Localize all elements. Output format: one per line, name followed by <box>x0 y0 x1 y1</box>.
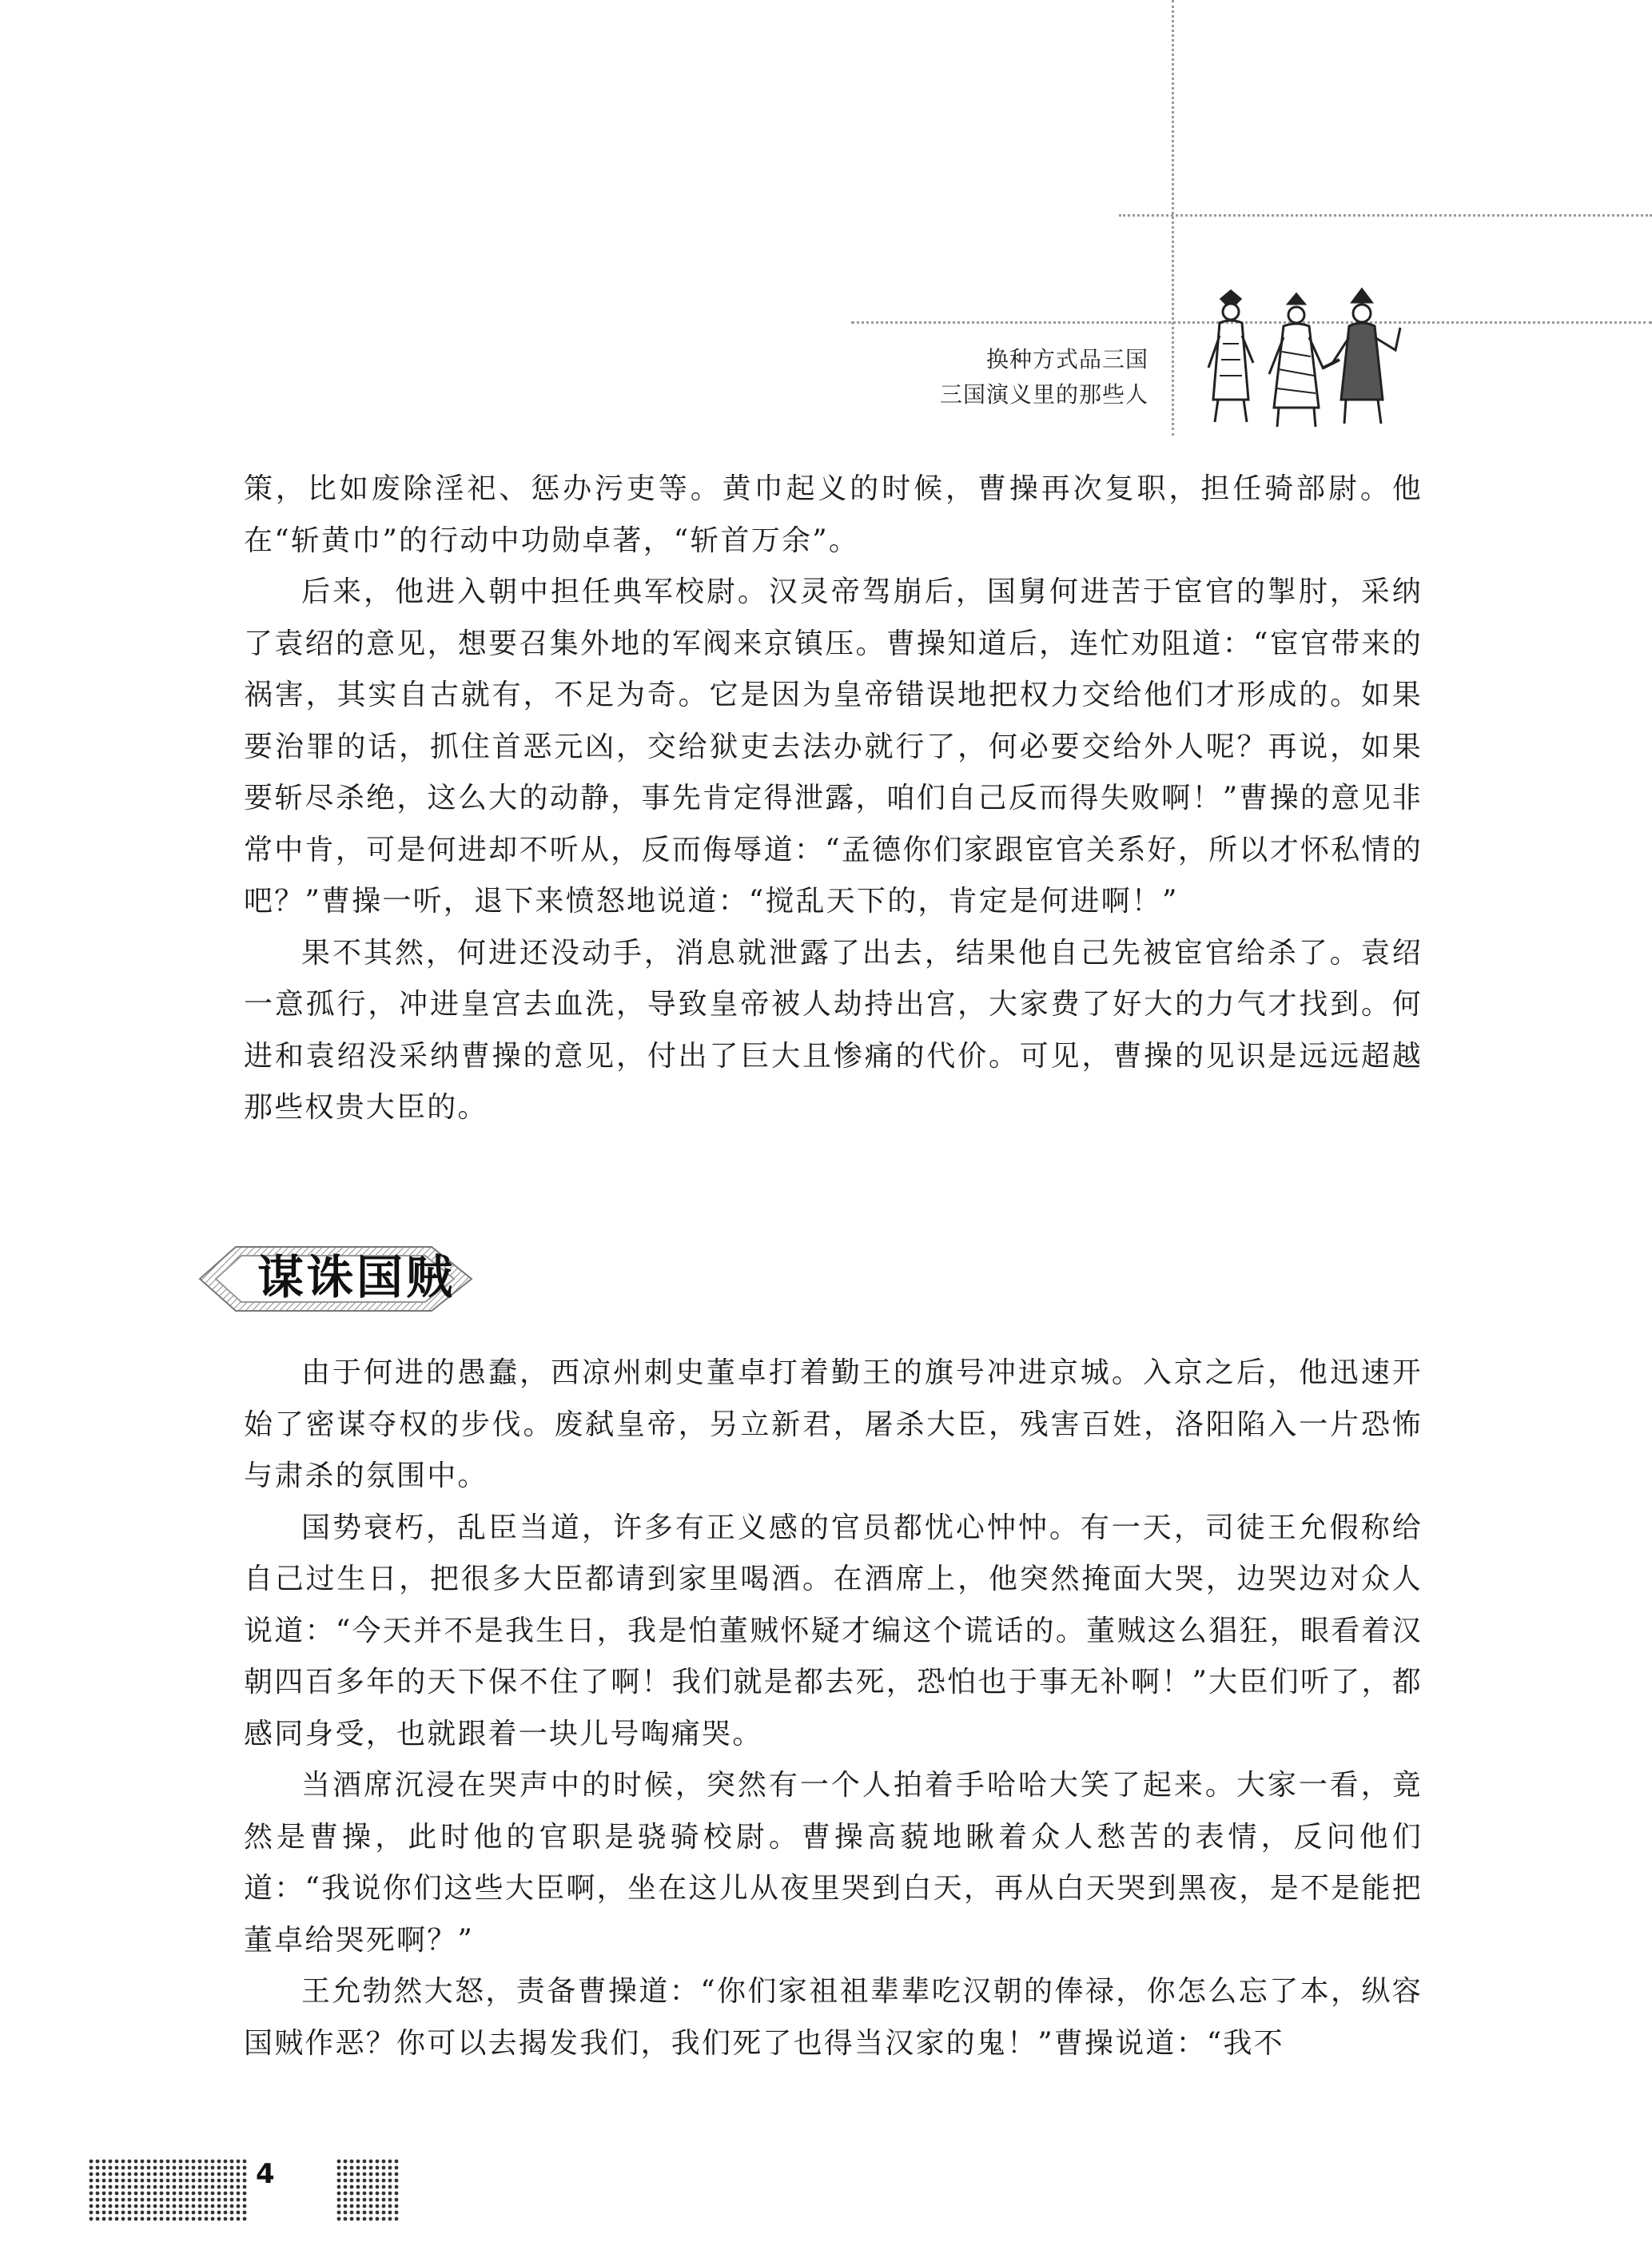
footer-dot-pattern-left <box>88 2158 248 2222</box>
figure-middle-icon <box>1269 294 1324 427</box>
header-vertical-dotted-line <box>1172 0 1174 436</box>
running-header <box>940 342 1148 412</box>
paragraph: 果不其然，何进还没动手，消息就泄露了出去，结果他自己先被宦官给杀了。袁绍一意孤行，冲进皇宫去血洗，导致皇帝被人劫持出宫，大家费了好大的力气才找到。何进和袁绍没采纳曹操的意见，付出了巨大且惨痛的代价。可见，曹操的见识是远远超越那些权贵大臣的。 <box>244 936 1423 1124</box>
section-title: 谋诛国贼 <box>257 1250 456 1304</box>
three-figures-illustration-icon <box>1199 280 1415 432</box>
body-text-lower <box>244 1348 1423 2069</box>
figure-right-icon <box>1324 289 1400 424</box>
paragraph: 当酒席沉浸在哭声中的时候，突然有一个人拍着手哈哈大笑了起来。大家一看，竟然是曹操，此时他的官职是骁骑校尉。曹操高藐地瞅着众人愁苦的表情，反问他们道：“我说你们这些大臣啊，坐在这儿从夜里哭到白天，再从白天哭到黑夜，是不是能把董卓给哭死啊？” <box>244 1769 1423 1957</box>
header-dotted-line-upper <box>1119 214 1652 217</box>
page-number: 4 <box>256 2158 275 2190</box>
header-series-title: 换种方式品三国 <box>985 346 1148 372</box>
paragraph: 由于何进的愚蠢，西凉州刺史董卓打着勤王的旗号冲进京城。入京之后，他迅速开始了密谋夺权的步伐。废弑皇帝，另立新君，屠杀大臣，残害百姓，洛阳陷入一片恐怖与肃杀的氛围中。 <box>244 1356 1423 1492</box>
paragraph: 国势衰朽，乱臣当道，许多有正义感的官员都忧心忡忡。有一天，司徒王允假称给自己过生日，把很多大臣都请到家里喝酒。在酒席上，他突然掩面大哭，边哭边对众人说道：“今天并不是我生日，我是怕董贼怀疑才编这个谎话的。董贼这么猖狂，眼看着汉朝四百多年的天下保不住了啊！我们就是都去死，恐怕也于事无补啊！”大臣们听了，都感同身受，也就跟着一块儿号啕痛哭。 <box>244 1511 1423 1750</box>
paragraph: 后来，他进入朝中担任典军校尉。汉灵帝驾崩后，国舅何进苦于宦官的掣肘，采纳了袁绍的意见，想要召集外地的军阀来京镇压。曹操知道后，连忙劝阻道：“宦官带来的祸害，其实自古就有，不足为奇。它是因为皇帝错误地把权力交给他们才形成的。如果要治罪的话，抓住首恶元凶，交给狱吏去法办就行了，何必要交给外人呢？再说，如果要斩尽杀绝，这么大的动静，事先肯定得泄露，咱们自己反而得失败啊！”曹操的意见非常中肯，可是何进却不听从，反而侮辱道：“孟德你们家跟宦官关系好，所以才怀私情的吧？”曹操一听，退下来愤怒地说道：“搅乱天下的，肯定是何进啊！” <box>244 575 1423 918</box>
page-footer <box>88 2158 408 2222</box>
section-heading <box>192 1235 480 1323</box>
paragraph: 王允勃然大怒，责备曹操道：“你们家祖祖辈辈吃汉朝的俸禄，你怎么忘了本，纵容国贼作恶？你可以去揭发我们，我们死了也得当汉家的鬼！”曹操说道：“我不 <box>244 1975 1423 2060</box>
footer-dot-pattern-right <box>336 2158 400 2222</box>
paragraph: 策，比如废除淫祀、惩办污吏等。黄巾起义的时候，曹操再次复职，担任骑部尉。他在“斩黄巾”的行动中功勋卓著，“斩首万余”。 <box>244 472 1423 557</box>
header-book-title: 三国演义里的那些人 <box>939 381 1148 408</box>
body-text-upper <box>244 464 1423 1134</box>
figure-left-icon <box>1208 291 1253 422</box>
